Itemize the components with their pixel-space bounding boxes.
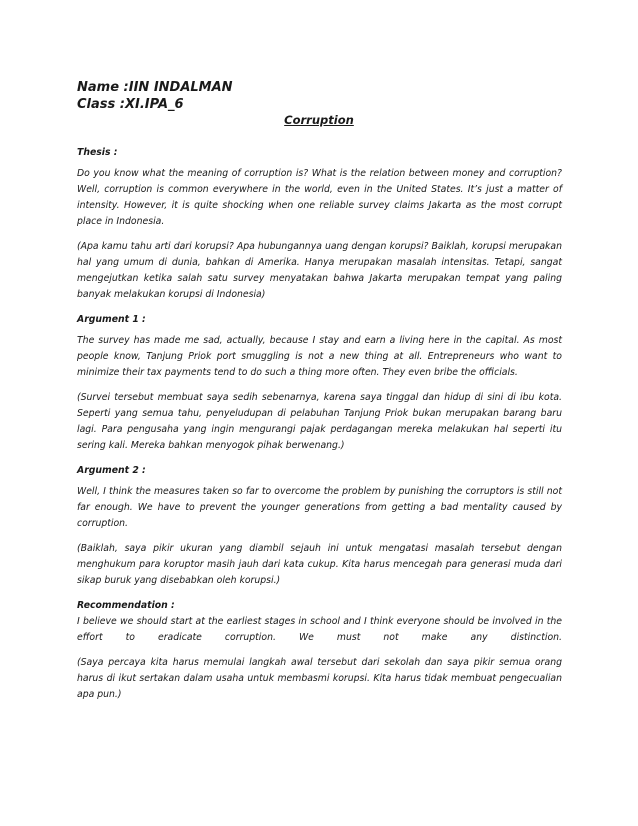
thesis-label: Thesis :: [77, 147, 118, 158]
argument1-english: The survey has made me sad, actually, because I stay and earn a living here in the capital. As most people know, Tanjung Priok port smuggling is not a new thing at all. Entrepreneurs who want to minimize their tax payments tend to do such a thing more often. They even bribe the officials.: [77, 335, 562, 378]
argument1-label: Argument 1 :: [77, 314, 146, 325]
student-name: Name :IIN INDALMAN: [77, 80, 233, 95]
student-class: Class :XI.IPA_6: [77, 97, 184, 112]
argument1-indonesian: (Survei tersebut membuat saya sedih sebenarnya, karena saya tinggal dan hidup di sini di ibu kota. Seperti yang semua tahu, penyeludupan di pelabuhan Tanjung Priok bukan merupakan barang baru lagi. Para pengusaha yang ingin mengurangi pajak perdagangan mereka melakukan hal seperti itu sering kali. Mereka bahkan menyogok pihak berwenang.): [77, 392, 562, 451]
thesis-indonesian: (Apa kamu tahu arti dari korupsi? Apa hubungannya uang dengan korupsi? Baiklah, korupsi merupakan hal yang umum di dunia, bahkan di Amerika. Hanya merupakan masalah intensitas. Tetapi, sangat mengejutkan ketika salah satu survey menyatakan bahwa Jakarta merupakan tempat yang paling banyak melakukan korupsi di Indonesia): [77, 241, 562, 300]
recommendation-label: Recommendation :: [77, 600, 175, 611]
argument2-english: Well, I think the measures taken so far to overcome the problem by punishing the corruptors is still not far enough. We have to prevent the younger generations from getting a bad mentality caused by corruption.: [77, 486, 562, 529]
argument2-label: Argument 2 :: [77, 465, 146, 476]
thesis-english: Do you know what the meaning of corruption is? What is the relation between money and corruption? Well, corruption is common everywhere in the world, even in the United States. It’s just a matter of intensity. However, it is quite shocking when one reliable survey claims Jakarta as the most corrupt place in Indonesia.: [77, 168, 562, 227]
recommendation-english: I believe we should start at the earliest stages in school and I think everyone should be involved in the effort to eradicate corruption. We must not make any distinction.: [77, 616, 562, 643]
argument2-indonesian: (Baiklah, saya pikir ukuran yang diambil sejauh ini untuk mengatasi masalah tersebut dengan menghukum para koruptor masih jauh dari kata cukup. Kita harus mencegah para generasi muda dari sikap buruk yang disebabkan oleh korupsi.): [77, 543, 562, 586]
recommendation-indonesian: (Saya percaya kita harus memulai langkah awal tersebut dari sekolah dan saya pikir semua orang harus di ikut sertakan dalam usaha untuk membasmi korupsi. Kita harus tidak membuat pengecualian apa pun.): [77, 657, 562, 700]
student-header: [77, 79, 233, 113]
essay-body: [77, 145, 562, 712]
document-title: Corruption: [284, 113, 354, 127]
